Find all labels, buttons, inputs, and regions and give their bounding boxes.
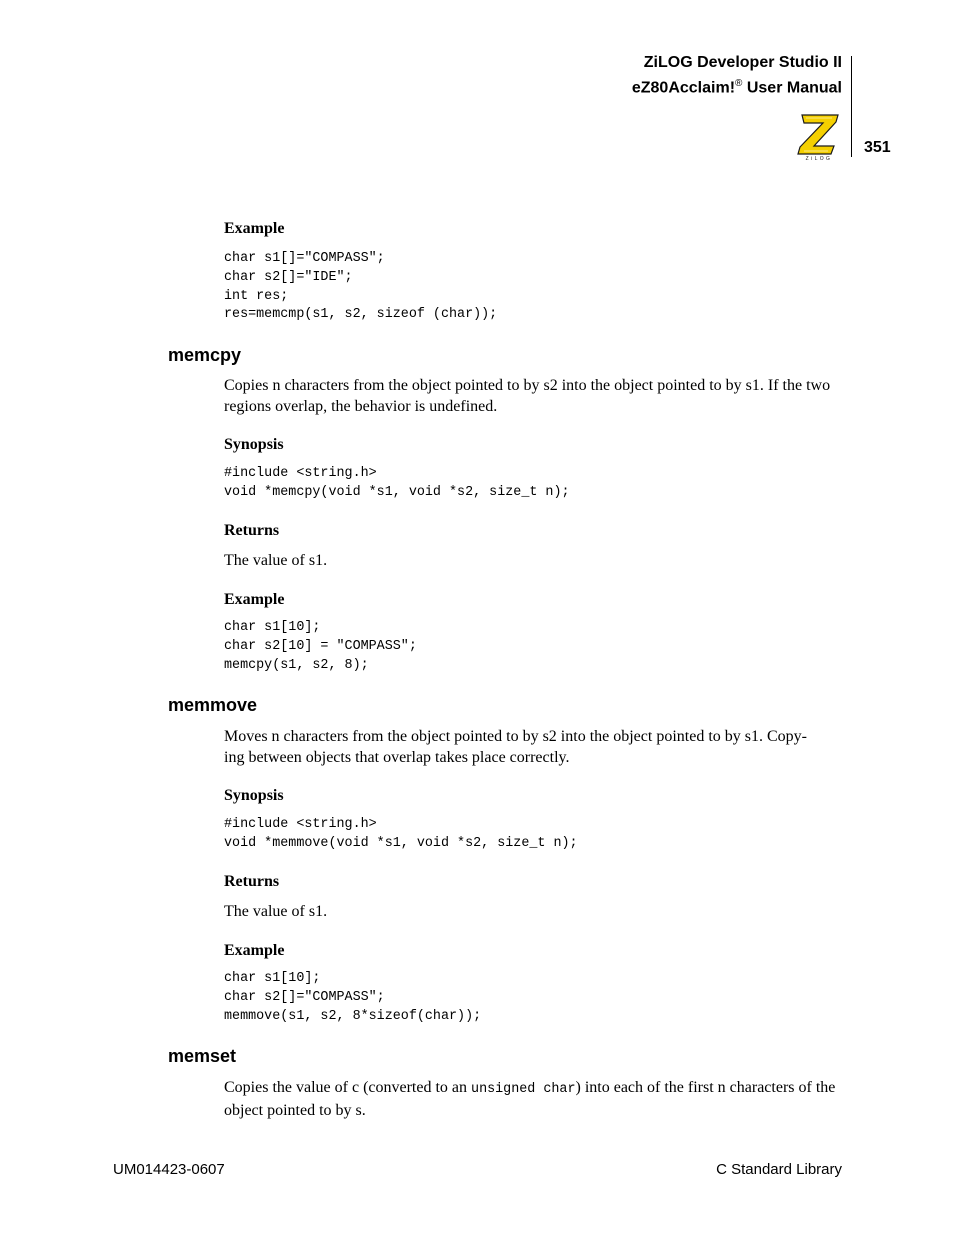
memmove-synopsis-code: #include <string.h> void *memmove(void *s1, void *s2, size_t n); [224, 817, 578, 851]
memset-heading: memset [168, 1046, 237, 1066]
svg-text:ZiLOG: ZiLOG [805, 156, 833, 161]
memmove-description-line-1: Moves n characters from the object pointed to by s2 into the object pointed to by s1. Copy- [224, 728, 807, 745]
memmove-returns-label: Returns [224, 873, 280, 890]
memmove-example-code: char s1[10]; char s2[]="COMPASS"; memmove(s1, s2, 8*sizeof(char)); [224, 971, 482, 1024]
memcpy-synopsis-label: Synopsis [224, 436, 284, 453]
title-line-1: ZiLOG Developer Studio II [643, 54, 842, 71]
memmove-example-label: Example [224, 942, 285, 959]
manual-title [632, 52, 842, 98]
zilog-logo-icon [796, 113, 842, 161]
memcpy-returns-text: The value of s1. [224, 552, 328, 569]
memcpy-example-label: Example [224, 591, 285, 608]
memcpy-heading: memcpy [168, 345, 242, 365]
memcpy-synopsis-code: #include <string.h> void *memcpy(void *s1, void *s2, size_t n); [224, 466, 570, 500]
memmove-returns-text: The value of s1. [224, 903, 328, 920]
memset-description: Copies the value of c (converted to an unsigned char) into each of the first n characters of the object pointed to by s. [224, 1079, 836, 1119]
footer-doc-id: UM014423-0607 [113, 1161, 225, 1178]
footer-chapter: C Standard Library [716, 1161, 842, 1178]
memcmp-example-code: char s1[]="COMPASS"; char s2[]="IDE"; int res; res=memcmp(s1, s2, sizeof (char)); [224, 251, 498, 323]
memcpy-description: Copies n characters from the object pointed to by s2 into the object pointed to by s1. If the two regions overlap, the behavior is undefined. [224, 377, 831, 415]
memmove-description-line-2: ing between objects that overlap takes place correctly. [224, 748, 570, 766]
memcpy-returns-label: Returns [224, 522, 280, 539]
memcpy-example-code: char s1[10]; char s2[10] = "COMPASS"; memcpy(s1, s2, 8); [224, 620, 417, 673]
page-number: 351 [864, 139, 891, 156]
inline-code-unsigned-char: unsigned char [471, 1082, 576, 1097]
memmove-description [224, 727, 844, 768]
memcmp-example-label: Example [224, 220, 285, 237]
title-line-2: eZ80Acclaim!® User Manual [631, 78, 842, 97]
memmove-synopsis-label: Synopsis [224, 787, 284, 804]
header-divider [851, 56, 852, 157]
memmove-heading: memmove [168, 695, 258, 715]
